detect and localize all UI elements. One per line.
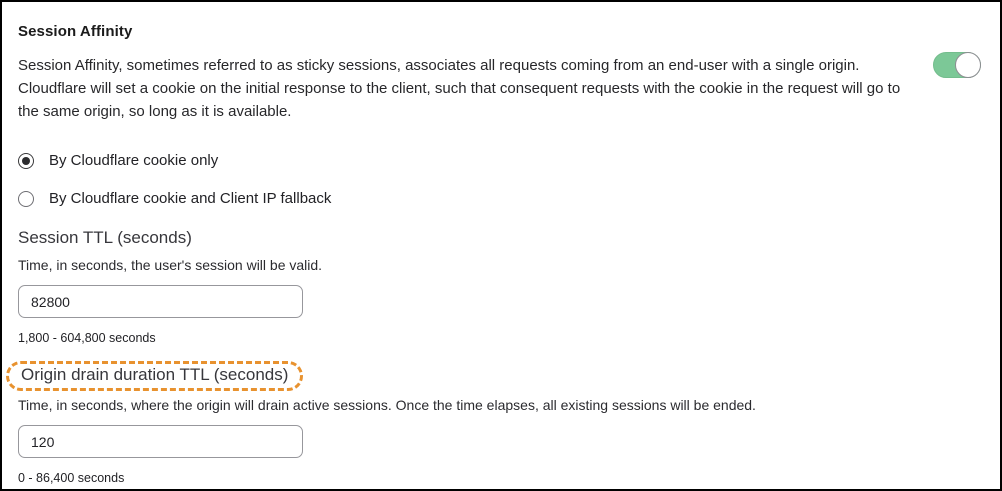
radio-selected-dot-icon — [22, 157, 30, 165]
origin-drain-range-hint: 0 - 86,400 seconds — [18, 471, 125, 485]
radio-button-icon — [18, 153, 34, 169]
radio-cookie-ip-fallback-label: By Cloudflare cookie and Client IP fallback — [49, 190, 332, 207]
session-ttl-input[interactable] — [18, 285, 303, 318]
origin-drain-input[interactable] — [18, 425, 303, 458]
radio-button-icon — [18, 191, 34, 207]
panel-title: Session Affinity — [18, 23, 133, 40]
session-ttl-section — [18, 228, 984, 345]
radio-cookie-only-label: By Cloudflare cookie only — [49, 152, 219, 169]
header-row — [18, 54, 984, 123]
toggle-knob-icon — [955, 52, 981, 78]
session-ttl-range-hint: 1,800 - 604,800 seconds — [18, 331, 156, 345]
origin-drain-annotation-oval — [6, 361, 303, 391]
session-ttl-label: Session TTL (seconds) — [18, 228, 192, 247]
radio-cookie-ip-fallback[interactable] — [18, 190, 984, 207]
origin-drain-section — [18, 361, 984, 485]
session-affinity-description: Session Affinity, sometimes referred to as sticky sessions, associates all requests coming from an end-user with a single origin. Cloudflare will set a cookie on the initial response to the client, such that consequent requests with the cookie in the request will go to the same origin, so long as it is available. — [18, 57, 901, 120]
radio-cookie-only[interactable] — [18, 152, 984, 169]
origin-drain-label: Origin drain duration TTL (seconds) — [21, 365, 289, 384]
session-affinity-toggle[interactable] — [933, 52, 981, 78]
origin-drain-description: Time, in seconds, where the origin will drain active sessions. Once the time elapses, all existing sessions will be ended. — [18, 397, 756, 413]
affinity-mode-radio-group — [18, 152, 984, 207]
session-ttl-description: Time, in seconds, the user's session will be valid. — [18, 257, 323, 273]
